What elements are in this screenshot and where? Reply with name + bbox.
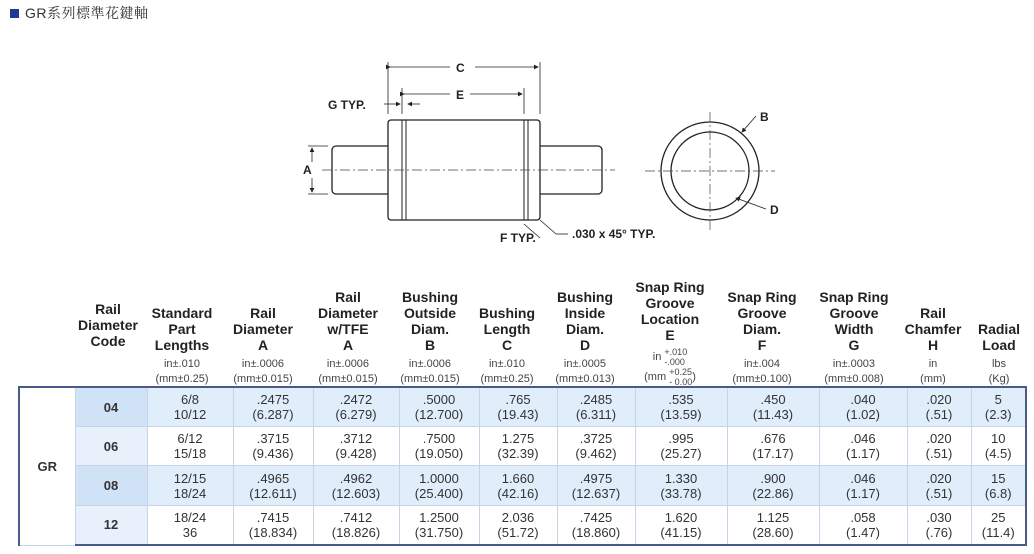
cell-value-metric: (18.834) — [248, 524, 298, 540]
cell-value: 10 — [991, 431, 1006, 447]
table-cell — [907, 505, 971, 545]
table-cell — [399, 466, 479, 505]
header-rail-code: Rail Diameter Code — [78, 301, 138, 349]
title-square-icon — [10, 9, 19, 18]
cell-value-metric: (.76) — [925, 524, 953, 540]
cell-value-metric: 18/24 — [173, 485, 207, 501]
cell-value-metric: (9.462) — [575, 446, 617, 462]
cell-value: 1.125 — [756, 509, 790, 525]
header-standard-lengths: Standard Part Lengths in±.010 (mm±0.25) — [151, 305, 213, 385]
cell-value: .046 — [850, 431, 876, 447]
cell-value-metric: (6.287) — [252, 407, 294, 423]
cell-value: .020 — [926, 470, 952, 486]
table-cell — [147, 505, 233, 545]
cell-value-metric: (1.02) — [846, 407, 880, 423]
table-cell — [313, 387, 399, 427]
cell-value: 1.330 — [664, 470, 698, 486]
table-cell — [557, 505, 635, 545]
table-cell — [727, 466, 819, 505]
cell-value-metric: (12.700) — [414, 407, 464, 423]
table-cell — [479, 387, 557, 427]
cell-value-metric: (12.611) — [249, 485, 297, 501]
cell-value: .7415 — [256, 509, 290, 525]
cell-value: .030 — [926, 509, 952, 525]
dim-b-label: B — [760, 110, 769, 124]
cell-value: 1.0000 — [419, 470, 459, 486]
cell-value: .7412 — [339, 509, 373, 525]
cell-value: 1.275 — [501, 431, 535, 447]
cell-value: 2.036 — [501, 509, 535, 525]
cell-value-metric: (25.400) — [414, 485, 464, 501]
series-label: GR — [19, 387, 75, 545]
table-cell — [147, 466, 233, 505]
rail-code-cell: 08 — [75, 466, 147, 505]
cell-value: .5000 — [422, 392, 456, 408]
table-cell — [233, 387, 313, 427]
cell-value: .7425 — [579, 509, 613, 525]
table-row — [19, 466, 1026, 505]
cell-value: 25 — [991, 509, 1006, 525]
table-cell — [727, 387, 819, 427]
cell-value-metric: (41.15) — [660, 524, 702, 540]
cell-value-metric: (1.47) — [846, 524, 880, 540]
table-cell — [819, 466, 907, 505]
cell-value: .4975 — [579, 470, 613, 486]
cell-value: 5 — [994, 392, 1002, 408]
cell-value-metric: (28.60) — [752, 524, 794, 540]
header-rail-chamfer: Rail Chamfer H in (mm) — [904, 305, 962, 385]
cell-value-metric: 36 — [182, 524, 198, 540]
cell-value: 18/24 — [173, 509, 207, 525]
header-snap-ring-diam: Snap Ring Groove Diam. F in±.004 (mm±0.100) — [727, 289, 797, 385]
table-cell — [971, 466, 1026, 505]
table-cell — [147, 387, 233, 427]
cell-value-metric: (1.17) — [846, 485, 880, 501]
dim-c-label: C — [456, 61, 465, 75]
cell-value-metric: (19.050) — [414, 446, 464, 462]
table-cell — [479, 505, 557, 545]
table-cell — [313, 427, 399, 466]
table-row — [19, 427, 1026, 466]
cell-value-metric: (4.5) — [984, 446, 1012, 462]
table-cell — [313, 505, 399, 545]
cell-value-metric: (17.17) — [752, 446, 794, 462]
header-rail-diameter: Rail Diameter A in±.0006 (mm±0.015) — [233, 305, 293, 385]
cell-value-metric: (12.603) — [331, 485, 381, 501]
cell-value-metric: 15/18 — [173, 446, 207, 462]
dim-d-label: D — [770, 203, 779, 217]
table-cell — [557, 387, 635, 427]
table-cell — [479, 466, 557, 505]
table-cell — [479, 427, 557, 466]
header-snap-ring-width: Snap Ring Groove Width G in±.0003 (mm±0.008) — [819, 289, 889, 385]
table-cell — [727, 427, 819, 466]
header-bushing-id: Bushing Inside Diam. D in±.0005 (mm±0.013) — [555, 289, 615, 385]
table-row — [19, 505, 1026, 545]
spec-table — [18, 386, 1027, 546]
table-cell — [907, 466, 971, 505]
table-cell — [233, 466, 313, 505]
cell-value-metric: (11.43) — [752, 407, 794, 423]
header-radial-load: Radial Load lbs (Kg) — [977, 321, 1020, 385]
cell-value: .4965 — [256, 470, 290, 486]
cell-value-metric: (1.17) — [846, 446, 880, 462]
cell-value: .2472 — [339, 392, 373, 408]
cell-value-metric: (42.16) — [497, 485, 539, 501]
cell-value: .765 — [505, 392, 531, 408]
cell-value: 12/15 — [173, 470, 207, 486]
cell-value: 6/8 — [180, 392, 200, 408]
cell-value: 6/12 — [177, 431, 203, 447]
technical-diagram — [290, 52, 830, 257]
cell-value-metric: (9.428) — [335, 446, 377, 462]
dim-g-label: G TYP. — [328, 98, 366, 112]
cell-value: .2485 — [579, 392, 613, 408]
cell-value: .2475 — [256, 392, 290, 408]
cell-value-metric: (19.43) — [497, 407, 539, 423]
header-bushing-od: Bushing Outside Diam. B in±.0006 (mm±0.015) — [400, 289, 460, 385]
cell-value-metric: (13.59) — [660, 407, 702, 423]
cell-value: .535 — [668, 392, 694, 408]
cell-value: 1.660 — [501, 470, 535, 486]
cell-value: .046 — [850, 470, 876, 486]
cell-value-metric: (9.436) — [252, 446, 294, 462]
cell-value: .676 — [760, 431, 786, 447]
table-cell — [971, 505, 1026, 545]
rail-code-cell: 04 — [75, 387, 147, 427]
cell-value: 1.2500 — [419, 509, 459, 525]
cell-value-metric: 10/12 — [173, 407, 207, 423]
table-cell — [147, 427, 233, 466]
cell-value-metric: (6.311) — [575, 407, 617, 423]
table-cell — [819, 427, 907, 466]
cell-value-metric: (.51) — [925, 446, 953, 462]
table-row — [19, 387, 1026, 427]
chamfer-label: .030 x 45° TYP. — [572, 227, 656, 241]
cell-value-metric: (18.860) — [571, 524, 621, 540]
cell-value-metric: (51.72) — [497, 524, 539, 540]
cell-value-metric: (6.8) — [984, 485, 1012, 501]
cell-value: .7500 — [422, 431, 456, 447]
cell-value-metric: (.51) — [925, 485, 953, 501]
dim-a-label: A — [303, 163, 312, 177]
page-title-bar — [10, 3, 149, 23]
cell-value-metric: (22.86) — [752, 485, 794, 501]
dim-f-label: F TYP. — [500, 231, 536, 245]
cell-value-metric: (2.3) — [984, 407, 1012, 423]
header-snap-ring-location: Snap Ring Groove Location E in +.010 -.000 (mm +0.25 - 0.00) — [635, 279, 705, 387]
cell-value-metric: (32.39) — [497, 446, 539, 462]
cell-value-metric: (6.279) — [335, 407, 377, 423]
cell-value: .4962 — [339, 470, 373, 486]
cell-value-metric: (25.27) — [660, 446, 702, 462]
cell-value-metric: (.51) — [925, 407, 953, 423]
cell-value: 1.620 — [664, 509, 698, 525]
cell-value: .995 — [668, 431, 694, 447]
table-cell — [635, 427, 727, 466]
table-cell — [907, 427, 971, 466]
cell-value: .020 — [926, 392, 952, 408]
table-cell — [557, 466, 635, 505]
header-rail-diameter-tfe: Rail Diameter w/TFE A in±.0006 (mm±0.015) — [318, 289, 378, 385]
table-cell — [313, 466, 399, 505]
table-cell — [399, 387, 479, 427]
cell-value: .3715 — [256, 431, 290, 447]
spec-table-header — [68, 255, 1028, 387]
header-bushing-length: Bushing Length C in±.010 (mm±0.25) — [479, 305, 535, 385]
table-cell — [557, 427, 635, 466]
cell-value: .900 — [760, 470, 786, 486]
dim-e-label: E — [456, 88, 465, 102]
table-cell — [635, 387, 727, 427]
table-cell — [635, 466, 727, 505]
rail-code-cell: 06 — [75, 427, 147, 466]
cell-value-metric: (11.4) — [981, 524, 1015, 540]
cell-value-metric: (33.78) — [660, 485, 702, 501]
cell-value: .3712 — [339, 431, 373, 447]
cell-value: .450 — [760, 392, 786, 408]
table-cell — [233, 427, 313, 466]
bushing-shape — [388, 120, 540, 220]
table-cell — [399, 427, 479, 466]
cell-value: .3725 — [579, 431, 613, 447]
cell-value: .020 — [926, 431, 952, 447]
cell-value-metric: (18.826) — [331, 524, 381, 540]
table-cell — [399, 505, 479, 545]
table-cell — [819, 505, 907, 545]
table-cell — [635, 505, 727, 545]
cell-value: .058 — [850, 509, 876, 525]
table-cell — [727, 505, 819, 545]
cell-value-metric: (12.637) — [571, 485, 621, 501]
cell-value: 15 — [991, 470, 1006, 486]
rail-code-cell: 12 — [75, 505, 147, 545]
page-title: GR系列標準花鍵軸 — [25, 5, 149, 21]
table-cell — [233, 505, 313, 545]
table-cell — [971, 427, 1026, 466]
table-cell — [819, 387, 907, 427]
table-cell — [971, 387, 1026, 427]
table-cell — [907, 387, 971, 427]
cell-value-metric: (31.750) — [414, 524, 464, 540]
cell-value: .040 — [850, 392, 876, 408]
